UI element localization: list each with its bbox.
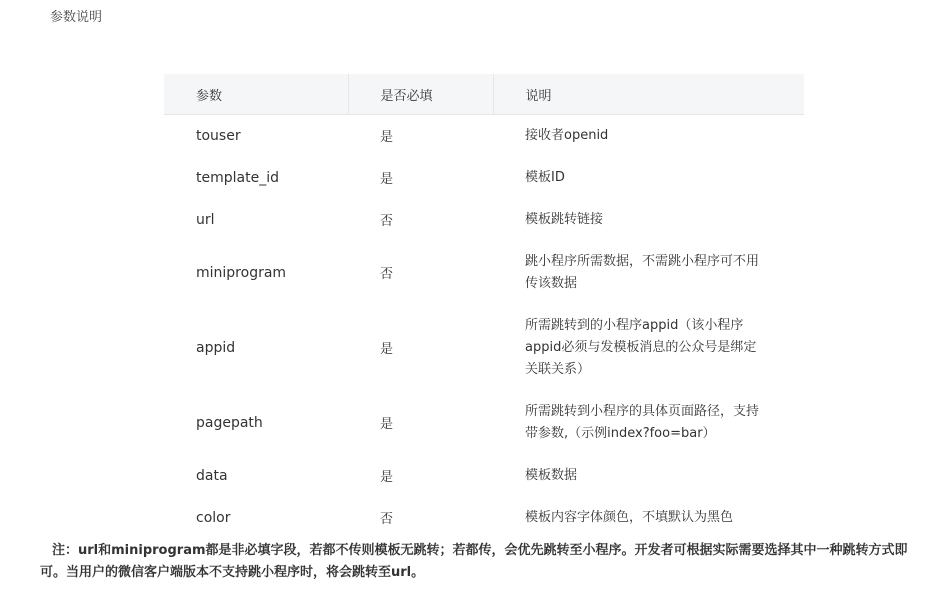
table-row (164, 115, 804, 157)
param-required: 是 (380, 470, 394, 485)
param-name: pagepath (196, 414, 263, 431)
parameter-table (164, 74, 804, 539)
param-description: 模板内容字体颜色，不填默认为黑色 (525, 509, 734, 525)
table-row (164, 305, 804, 391)
param-name: touser (196, 127, 241, 144)
table-row (164, 391, 804, 455)
table-row (164, 241, 804, 305)
section-title: 参数说明 (50, 10, 103, 25)
table-row (164, 199, 804, 241)
param-name: color (196, 509, 231, 526)
param-description: 模板跳转链接 (525, 211, 604, 227)
param-required: 是 (380, 130, 394, 146)
table-header-row (164, 74, 804, 115)
param-required: 否 (380, 267, 394, 282)
param-name: data (196, 467, 228, 484)
param-description: 模板数据 (525, 467, 578, 483)
param-description: 所需跳转到小程序的具体页面路径，支持带参数,（示例index?foo=bar） (525, 403, 760, 441)
param-name: appid (196, 339, 236, 356)
param-description: 跳小程序所需数据，不需跳小程序可不用传该数据 (525, 253, 760, 291)
header-description: 说明 (493, 74, 804, 115)
param-name: url (196, 211, 215, 228)
param-name: template_id (196, 169, 279, 186)
table-row (164, 497, 804, 539)
param-description: 所需跳转到的小程序appid（该小程序appid必须与发模板消息的公众号是绑定关联关系） (525, 317, 757, 377)
param-required: 是 (380, 172, 394, 187)
header-param: 参数 (164, 74, 348, 115)
param-required: 否 (380, 512, 394, 527)
param-required: 是 (380, 417, 394, 432)
table-row (164, 157, 804, 199)
param-required: 否 (380, 214, 394, 229)
param-description: 接收者openid (525, 127, 609, 143)
param-name: miniprogram (196, 264, 287, 281)
param-description: 模板ID (525, 169, 565, 185)
footnote: 注：url和miniprogram都是非必填字段，若都不传则模板无跳转；若都传，会优先跳转至小程序。开发者可根据实际需要选择其中一种跳转方式即可。当用户的微信客户端版本不支持跳小程序时，将会跳转至url。 (40, 543, 908, 580)
header-required: 是否必填 (348, 74, 493, 115)
param-required: 是 (380, 342, 394, 357)
table-row (164, 455, 804, 497)
